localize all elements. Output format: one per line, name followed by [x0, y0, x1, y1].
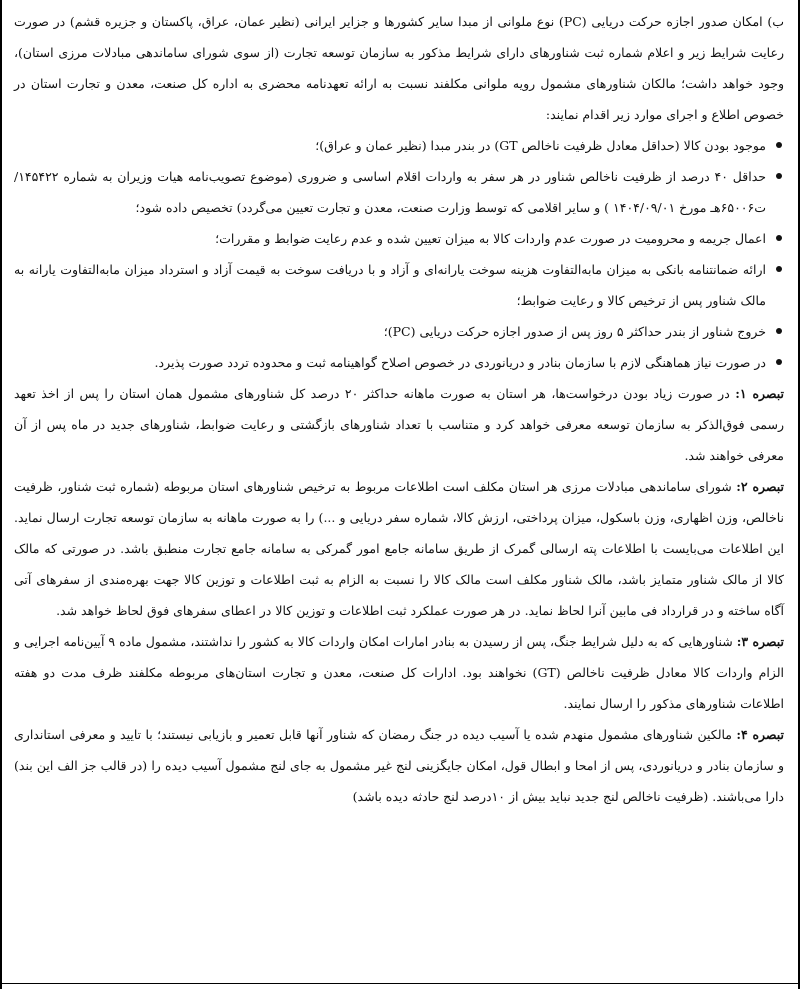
bullet-icon — [776, 142, 782, 148]
list-item — [14, 347, 766, 378]
note-text: در صورت زیاد بودن درخواست‌ها، هر استان به صورت ماهانه حداکثر ۲۰ درصد کل شناورهای مشمول همان استان را پس از اخذ تعهد رسمی فوق‌الذکر به سازمان توسعه معرفی خواهد کرد و متناسب با تعداد شناورهای بازگشتی و رعایت ضوابط، شناورهای جدید در ماه پس از آن معرفی خواهند شد. — [14, 386, 784, 463]
list-item — [14, 254, 766, 316]
list-item — [14, 161, 766, 223]
list-item-text: اعمال جریمه و محرومیت در صورت عدم واردات کالا به میزان تعیین شده و عدم رعایت ضوابط و مقررات؛ — [215, 231, 766, 246]
note-label: تبصره ۲: — [736, 479, 784, 494]
note-3 — [14, 626, 784, 719]
note-label: تبصره ۴: — [736, 727, 784, 742]
note-label: تبصره ۱: — [735, 386, 784, 401]
section-b-intro: ب) امکان صدور اجازه حرکت دریایی (PC) نوع ملوانی از مبدا سایر کشورها و جزایر ایرانی (نظیر عمان، عراق، پاکستان و جزیره قشم) در صورت رعایت شرایط زیر و اعلام شماره ثبت شناورهای دارای شرایط مذکور به سازمان توسعه تجارت (از سوی شورای ساماندهی مبادلات مرزی استان)، وجود خواهد داشت؛ مالکان شناورهای مشمول رویه ملوانی مکلفند نسبت به ارائه تعهدنامه محضری به اداره کل صنعت، معدن و تجارت استان در خصوص اطلاع و اجرای موارد زیر اقدام نمایند: — [14, 14, 784, 122]
note-1 — [14, 378, 784, 471]
note-2 — [14, 471, 784, 626]
note-label: تبصره ۳: — [736, 634, 784, 649]
list-item-text: حداقل ۴۰ درصد از ظرفیت ناخالص شناور در هر سفر به واردات اقلام اساسی و ضروری (موضوع تصویب‌نامه هیات وزیران به شماره ۱۴۵۴۲۲/ت۶۵۰۰۶هـ مورخ ۱۴۰۴/۰۹/۰۱ ) و سایر اقلامی که توسط وزارت صنعت، معدن و تجارت تعیین می‌گردد) تخصیص داده شود؛ — [14, 169, 766, 215]
note-text: شناورهایی که به دلیل شرایط جنگ، پس از رسیدن به بنادر امارات امکان واردات کالا به کشور را نداشتند، مشمول ماده ۹ آیین‌نامه اجرایی و الزام واردات کالا معادل ظرفیت ناخالص (GT) نخواهند بود. ادارات کل صنعت، معدن و تجارت استان‌های مربوطه مکلفند ظرف مدت دو هفته اطلاعات شناورهای مذکور را ارسال نمایند. — [14, 634, 784, 711]
note-text: مالکین شناورهای مشمول منهدم شده یا آسیب دیده در جنگ رمضان که شناور آنها قابل تعمیر و بازیابی نیستند؛ با تایید و معرفی استانداری و سازمان بنادر و دریانوردی، پس از امحا و ابطال قول، امکان جایگزینی لنج غیر مشمول به جای لنج مشمول آسیب دیده را (در قالب جز الف این بند) دارا می‌باشند. (ظرفیت ناخالص لنج جدید نباید بیش از ۱۰درصد لنج حادثه دیده باشد) — [14, 727, 784, 804]
bullet-icon — [776, 328, 782, 334]
list-item-text: در صورت نیاز هماهنگی لازم با سازمان بنادر و دریانوردی در خصوص اصلاح گواهینامه ثبت و محدوده تردد صورت پذیرد. — [154, 355, 766, 370]
bullet-icon — [776, 359, 782, 365]
bottom-border — [2, 983, 798, 984]
bullet-icon — [776, 173, 782, 179]
conditions-list — [14, 130, 784, 378]
list-item — [14, 223, 766, 254]
bullet-icon — [776, 266, 782, 272]
list-item-text: موجود بودن کالا (حداقل معادل ظرفیت ناخالص GT) در بندر مبدا (نظیر عمان و عراق)؛ — [315, 138, 766, 153]
note-4 — [14, 719, 784, 812]
list-item-text: ارائه ضمانتنامه بانکی به میزان مابه‌التفاوت هزینه سوخت یارانه‌ای و آزاد و با دریافت سوخت به قیمت آزاد و استرداد میزان مابه‌التفاوت یارانه به مالک شناور پس از ترخیص کالا و رعایت ضوابط؛ — [14, 262, 766, 308]
list-item — [14, 130, 766, 161]
list-item-text: خروج شناور از بندر حداکثر ۵ روز پس از صدور اجازه حرکت دریایی (PC)؛ — [383, 324, 766, 339]
note-text: شورای ساماندهی مبادلات مرزی هر استان مکلف است اطلاعات مربوط به ترخیص شناورهای استان مربوطه (شماره ثبت شناور، ظرفیت ناخالص، وزن اظهاری، وزن باسکول، میزان پرداختی، ارزش کالا، شماره سفر دریایی و ...) را به صورت ماهانه به سازمان توسعه تجارت ارسال نماید. این اطلاعات می‌بایست با اطلاعات پته ارسالی گمرک از طریق سامانه جامع امور گمرکی به سامانه جامع تجارت منطبق باشد. در صورتی که مالک کالا از مالک شناور متمایز باشد، مالک شناور مکلف است مالک کالا را نسبت به الزام به ثبت اطلاعات و توزین کالا جهت بهره‌مندی از سفرهای آتی آگاه ساخته و در قرارداد فی مابین آنرا لحاظ نماید. در هر صورت عملکرد ثبت اطلاعات و توزین کالا در اعطای سفرهای فوق لحاظ خواهد شد. — [14, 479, 784, 618]
bullet-icon — [776, 235, 782, 241]
list-item — [14, 316, 766, 347]
